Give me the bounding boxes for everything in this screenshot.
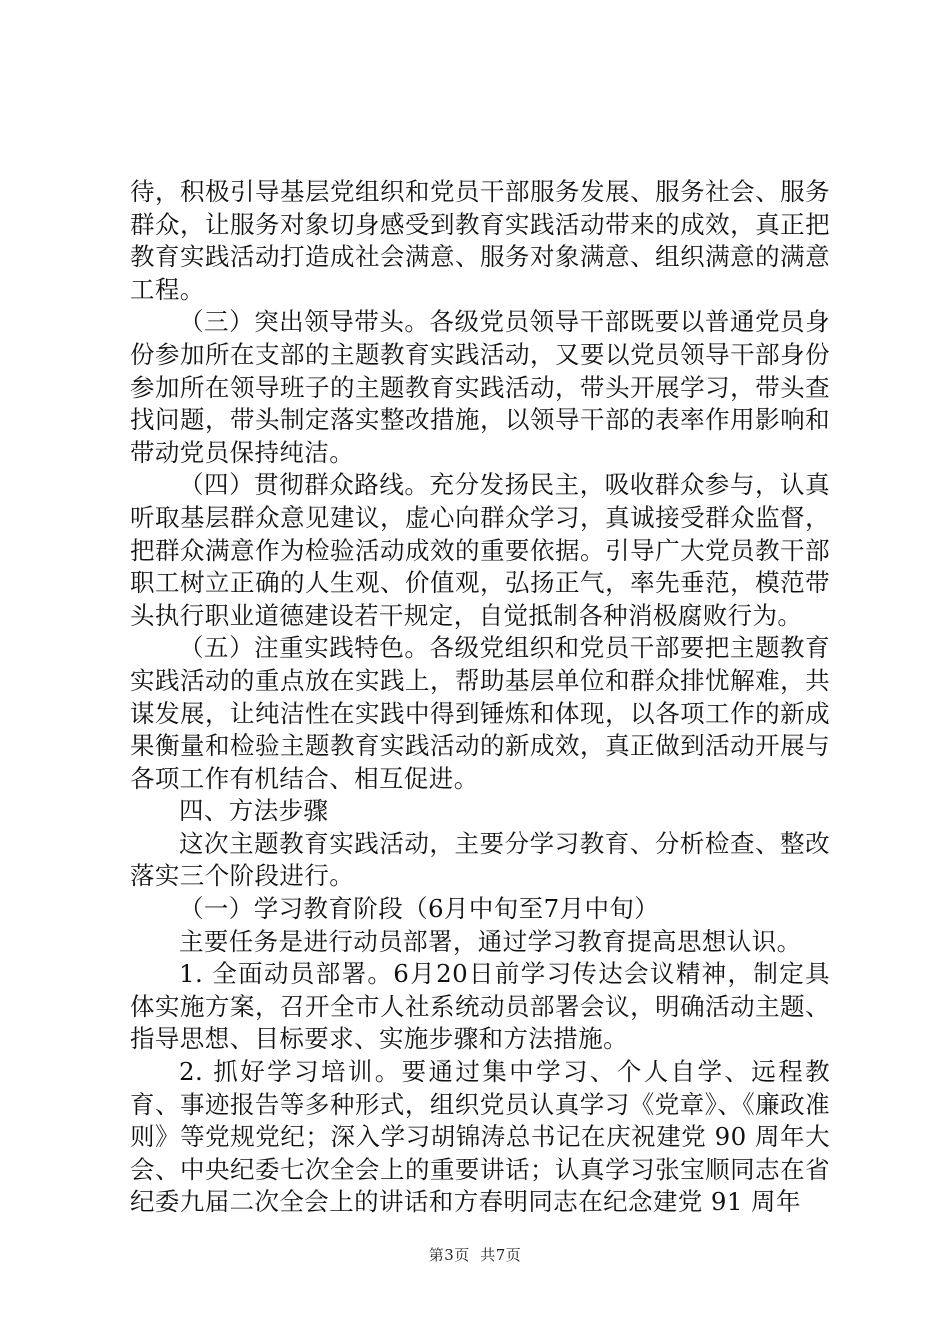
paragraph-training: 2. 抓好学习培训。要通过集中学习、个人自学、远程教育、事迹报告等多种形式，组织党员认真学习《党章》、《廉政准则》等党规党纪；深入学习胡锦涛总书记在庆祝建党 90 周年大会、中央纪委七次全会上的重要讲话；认真学习张宝顺同志在省纪委九届二次全会上的讲话和方春明同志在纪念建党 91 周年 xyxy=(130,1057,830,1217)
paragraph-stages: 这次主题教育实践活动，主要分学习教育、分析检查、整改落实三个阶段进行。 xyxy=(130,828,830,891)
paragraph-practice: （五）注重实践特色。各级党组织和党员干部要把主题教育实践活动的重点放在实践上，帮助基层单位和群众排忧解难，共谋发展，让纯洁性在实践中得到锤炼和体现，以各项工作的新成果衡量和检验主题教育实践活动的新成效，真正做到活动开展与各项工作有机结合、相互促进。 xyxy=(130,633,830,793)
paragraph-mobilization: 1. 全面动员部署。6月20日前学习传达会议精神，制定具体实施方案，召开全市人社系统动员部署会议，明确活动主题、指导思想、目标要求、实施步骤和方法措施。 xyxy=(130,959,830,1054)
paragraph-leadership: （三）突出领导带头。各级党员领导干部既要以普通党员身份参加所在支部的主题教育实践活动，又要以党员领导干部身份参加所在领导班子的主题教育实践活动，带头开展学习，带头查找问题，带头制定落实整改措施，以领导干部的表率作用影响和带动党员保持纯洁。 xyxy=(130,307,830,467)
paragraph-mass-line: （四）贯彻群众路线。充分发扬民主，吸收群众参与，认真听取基层群众意见建议，虚心向群众学习，真诚接受群众监督，把群众满意作为检验活动成效的重要依据。引导广大党员教干部职工树立正确的人生观、价值观，弘扬正气，率先垂范，模范带头执行职业道德建设若干规定，自觉抵制各种消极腐败行为。 xyxy=(130,470,830,630)
paragraph-continuation: 待，积极引导基层党组织和党员干部服务发展、服务社会、服务群众，让服务对象切身感受到教育实践活动带来的成效，真正把教育实践活动打造成社会满意、服务对象满意、组织满意的满意工程。 xyxy=(130,177,830,304)
section-heading-methods: 四、方法步骤 xyxy=(179,796,329,826)
page-footer xyxy=(0,1244,950,1265)
paragraph-main-task: 主要任务是进行动员部署，通过学习教育提高思想认识。 xyxy=(179,926,802,956)
document-body xyxy=(130,176,830,1219)
subheading-study-stage: （一）学习教育阶段（6月中旬至7月中旬） xyxy=(179,894,660,924)
page-number-label: 第3页 共7页 xyxy=(428,1246,522,1264)
